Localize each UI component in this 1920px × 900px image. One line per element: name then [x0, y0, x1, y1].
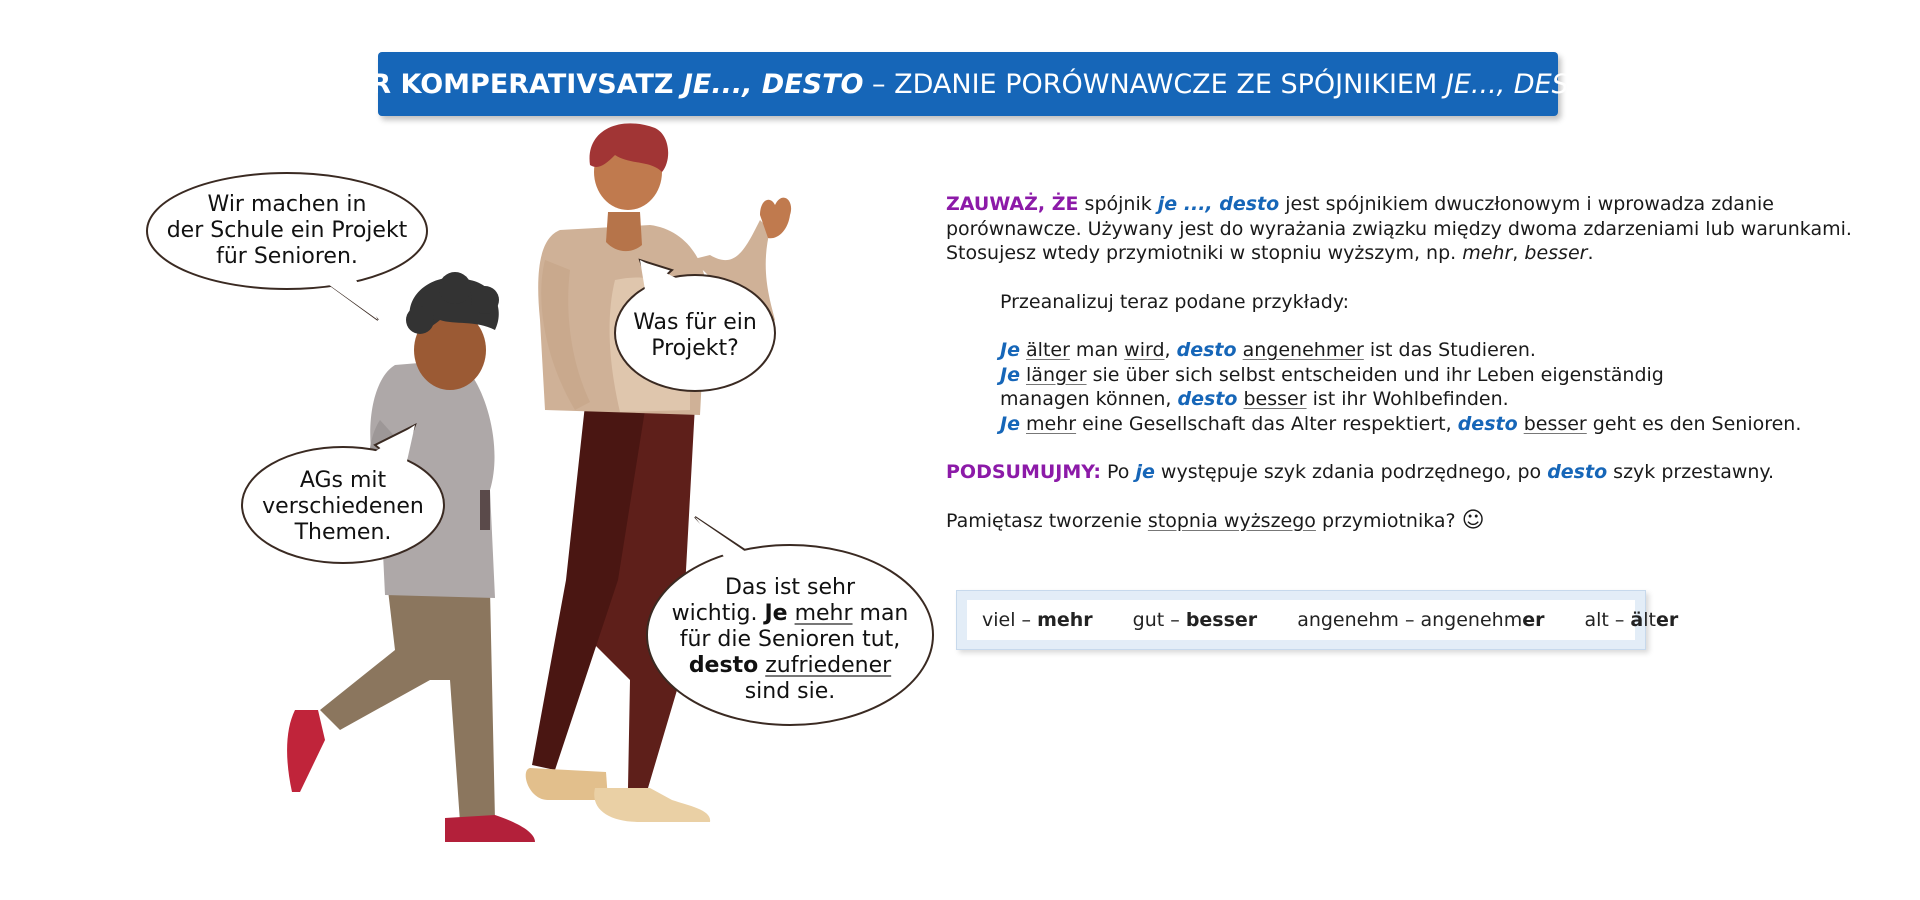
desto-keyword: desto: [688, 653, 759, 678]
example-text: man: [1069, 339, 1125, 361]
je-keyword: je: [1135, 461, 1155, 483]
comparative-word: besser: [1243, 388, 1307, 410]
reminder-paragraph: [946, 509, 1906, 534]
verb-word: wird: [1124, 339, 1165, 361]
comparative-word: älter: [1026, 339, 1070, 361]
bubble-1-line: für Senioren.: [216, 244, 358, 269]
title-part-3: – ZDANIE PORÓWNAWCZE ZE SPÓJNIKIEM: [863, 68, 1446, 100]
reminder-text: przymiotnika?: [1315, 509, 1462, 532]
example-besser: besser: [1524, 242, 1588, 264]
adjective-pair-alt: [1584, 609, 1678, 631]
bubble-4-line: sind sie.: [744, 679, 836, 704]
title-part-1: DER KOMPERATIVSATZ: [329, 68, 683, 100]
usage-text: ,: [1512, 242, 1525, 264]
example-text: sie über sich selbst entscheiden und ihr Leben eigenständig: [1086, 363, 1664, 386]
je-keyword: Je: [1000, 339, 1020, 361]
adjective-comparative: mehr: [1037, 609, 1093, 631]
example-text: ist das Studieren.: [1363, 339, 1536, 361]
adjective-base: gut –: [1132, 609, 1186, 631]
usage-text: .: [1587, 242, 1594, 264]
bubble-1-line: der Schule ein Projekt: [166, 218, 408, 243]
example-text: eine Gesellschaft das Alter respektiert,: [1076, 412, 1458, 435]
bubble-3-line: verschiedenen: [262, 494, 424, 519]
example-text: ist ihr Wohlbefinden.: [1306, 388, 1509, 410]
summary-text: występuje szyk zdania podrzędnego, po: [1154, 461, 1548, 483]
bubble-3-line: AGs mit: [299, 468, 387, 493]
smiley-icon: ☺: [1461, 507, 1485, 533]
bubble-4-text-run: wichtig.: [671, 601, 765, 626]
desto-keyword: desto: [1176, 339, 1237, 361]
bubble-2-text: [615, 310, 775, 362]
bubble-3-line: Themen.: [294, 520, 392, 545]
reminder-text: Pamiętasz tworzenie: [946, 509, 1148, 532]
comparative-word: mehr: [794, 601, 853, 626]
summary-paragraph: [946, 460, 1906, 485]
summary-text: szyk przestawny.: [1607, 461, 1775, 483]
title-banner: [329, 52, 1607, 116]
adjective-base: alt –: [1584, 609, 1631, 631]
comparative-word: zufriedener: [765, 653, 892, 678]
comparative-examples-list: [967, 600, 1679, 640]
bubble-4-line: [650, 653, 930, 679]
example-text: geht es den Senioren.: [1586, 412, 1802, 435]
note-text: jest spójnikiem dwuczłonowym i wprowadza zdanie porównawcze. Używany jest do wyrażania związku między dwoma zdarzeniami lub warunkami.: [946, 193, 1852, 240]
title-part-4: JE..., DESTO: [1445, 68, 1607, 100]
illustration: [0, 120, 940, 860]
adjective-suffix: er: [1655, 609, 1679, 631]
adjective-pair-viel: [982, 609, 1093, 631]
note-text: spójnik: [1078, 193, 1158, 215]
comparative-examples-box: [956, 590, 1679, 650]
bubble-1-line: Wir machen in: [207, 192, 367, 217]
je-keyword: Je: [764, 601, 788, 626]
bubble-4-text: [650, 575, 930, 705]
desto-keyword: desto: [1547, 461, 1608, 483]
adjective-suffix: er: [1522, 609, 1545, 631]
example-sentence-2: [946, 363, 1906, 412]
characters-illustration: [0, 120, 940, 860]
adjective-stem: lt: [1643, 609, 1656, 631]
desto-keyword: desto: [1177, 388, 1238, 410]
usage-paragraph: [946, 241, 1906, 266]
bubble-3-text: [243, 468, 443, 546]
adjective-comparative: besser: [1185, 609, 1258, 631]
bubble-4-line: Das ist sehr: [724, 575, 856, 600]
adjective-base: viel –: [982, 609, 1038, 631]
je-keyword: Je: [1000, 412, 1020, 435]
usage-text: Stosujesz wtedy przymiotniki w stopniu wyższym, np.: [946, 242, 1463, 264]
example-sentence-3: [946, 412, 1906, 437]
comparative-word: besser: [1523, 412, 1587, 435]
example-mehr: mehr: [1462, 242, 1513, 264]
comparative-word: länger: [1026, 363, 1087, 386]
example-text: ,: [1164, 339, 1177, 361]
analyze-instruction: Przeanalizuj teraz podane przykłady:: [1000, 290, 1350, 313]
conjunction-term: je ..., desto: [1157, 193, 1280, 215]
note-paragraph: [946, 192, 1906, 241]
bubble-4-line: für die Senioren tut,: [679, 627, 901, 652]
adjective-umlaut: ä: [1630, 609, 1644, 631]
adjective-stem: angenehm: [1420, 609, 1523, 631]
je-keyword: Je: [1000, 363, 1020, 386]
comparative-word: angenehmer: [1242, 339, 1364, 361]
bubble-4-line: [650, 601, 930, 627]
summary-label: PODSUMUJMY:: [946, 461, 1101, 483]
adjective-pair-gut: [1133, 609, 1258, 631]
desto-keyword: desto: [1457, 412, 1518, 435]
bubble-4-text-run: man: [852, 601, 909, 626]
comparative-degree-term: stopnia wyższego: [1147, 509, 1316, 532]
example-text: managen können,: [1000, 388, 1178, 410]
title-part-2: JE..., DESTO: [682, 68, 864, 100]
bubble-4-text-run: [788, 601, 795, 626]
bubble-2-line: Projekt?: [651, 336, 739, 361]
note-label: ZAUWAŻ, ŻE: [946, 193, 1079, 215]
adjective-pair-angenehm: [1297, 609, 1544, 631]
adjective-base: angenehm –: [1297, 609, 1421, 631]
bubble-1-text: [147, 192, 427, 270]
bubble-2-line: Was für ein: [633, 310, 757, 335]
summary-text: Po: [1100, 461, 1136, 483]
grammar-explanation: [946, 192, 1906, 533]
example-sentence-1: [946, 338, 1906, 363]
comparative-word: mehr: [1026, 412, 1077, 435]
